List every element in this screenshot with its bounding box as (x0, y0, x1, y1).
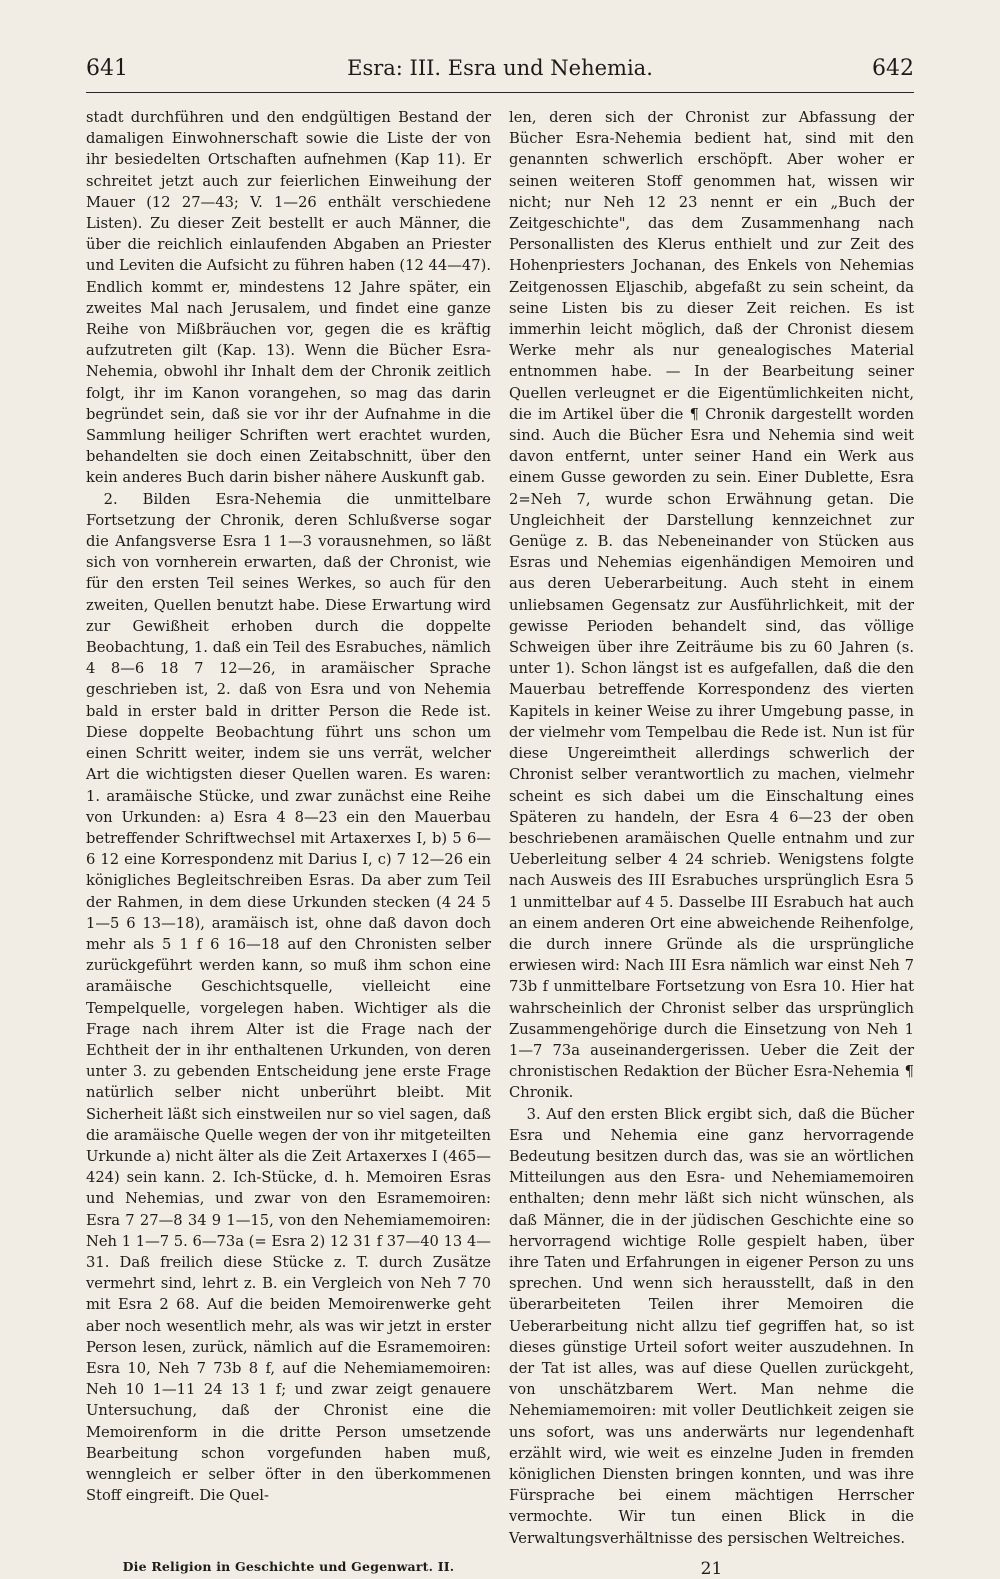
page-number-left: 641 (86, 56, 128, 81)
running-header (86, 52, 914, 93)
paragraph: len, deren sich der Chronist zur Abfassung der Bücher Esra-Nehemia bedient hat, sind mit den genannten schwerlich erschöpft. Aber woher er seinen weiteren Stoff genommen hat, wissen wir nicht; nur Neh 12 23 nennt er ein „Buch der Zeitgeschichte", das dem Zusammenhang nach Personallisten des Klerus enthielt und zur Zeit des Hohenpriesters Jochanan, des Enkels von Nehemias Zeitgenossen Eljaschib, abgefaßt zu sein scheint, da seine Listen bis zu dieser Zeit reichen. Es ist immerhin leicht möglich, daß der Chronist diesem Werke mehr als nur genealogisches Material entnommen habe. — In der Bearbeitung seiner Quellen verleugnet er die Eigentümlichkeiten nicht, die im Artikel über die ¶ Chronik dargestellt worden sind. Auch die Bücher Esra und Nehemia sind weit davon entfernt, unter seiner Hand ein Werk aus einem Gusse geworden zu sein. Einer Dublette, Esra 2=Neh 7, wurde schon Erwähnung getan. Die Ungleichheit der Darstellung kennzeichnet zur Genüge z. B. das Nebeneinander von Stücken aus Esras und Nehemias eigenhändigen Memoiren und aus deren Ueberarbeitung. Auch steht in einem unliebsamen Gegensatz zur Ausführlichkeit, mit der gewisse Perioden behandelt sind, das völlige Schweigen über ihre Zeiträume bis zu 60 Jahren (s. unter 1). Schon längst ist es aufgefallen, daß die den Mauerbau betreffende Korrespondenz des vierten Kapitels in keiner Weise zu ihrer Umgebung passe, in der vielmehr vom Tempelbau die Rede ist. Nun ist für diese Ungereimtheit allerdings schwerlich der Chronist selber verantwortlich zu machen, vielmehr scheint es sich dabei um die Einschaltung eines Späteren zu handeln, der Esra 4 6—23 der oben beschriebenen aramäischen Quelle entnahm und zur Ueberleitung selber 4 24 schrieb. Wenigstens folgte nach Ausweis des III Esrabuches ursprünglich Esra 5 1 unmittelbar auf 4 5. Dasselbe III Esrabuch hat auch an einem anderen Ort eine abweichende Reihenfolge, die durch innere Gründe als die ursprüngliche erwiesen wird: Nach III Esra nämlich war einst Neh 7 73b f unmittelbare Fortsetzung von Esra 10. Hier hat wahrscheinlich der Chronist selber das ursprünglich Zusammengehörige durch die Einsetzung von Neh 1 1—7 73a auseinandergerissen. Ueber die Zeit der chronistischen Redaktion der Bücher Esra-Nehemia ¶ Chronik. (509, 109, 914, 1102)
text-columns (86, 107, 914, 1549)
running-title: Esra: III. Esra und Nehemia. (347, 56, 653, 80)
footer-publication: Die Religion in Geschichte und Gegenwart. II. (122, 1558, 455, 1574)
paragraph: 2. Bilden Esra-Nehemia die unmittelbare Fortsetzung der Chronik, deren Schlußverse sogar die Anfangsverse Esra 1 1—3 vorausnehmen, so läßt sich von vornherein erwarten, daß der Chronist, wie für den ersten Teil seines Werkes, so auch für den zweiten, Quellen benutzt habe. Diese Erwartung wird zur Gewißheit erhoben durch die doppelte Beobachtung, 1. daß ein Teil des Esrabuches, nämlich 4 8—6 18 7 12—26, in aramäischer Sprache geschrieben ist, 2. daß von Esra und von Nehemia bald in erster bald in dritter Person die Rede ist. Diese doppelte Beobachtung führt uns schon um einen Schritt weiter, indem sie uns verrät, welcher Art die wichtigsten dieser Quellen waren. Es waren: 1. aramäische Stücke, und zwar zunächst eine Reihe von Urkunden: a) Esra 4 8—23 ein den Mauerbau betreffender Schriftwechsel mit Artaxerxes I, b) 5 6—6 12 eine Korrespondenz mit Darius I, c) 7 12—26 ein königliches Begleitschreiben Esras. Da aber zum Teil der Rahmen, in dem diese Urkunden stecken (4 24 5 1—5 6 13—18), aramäisch ist, ohne daß davon doch mehr als 5 1 f 6 16—18 auf den Chronisten selber zurückgeführt werden kann, so muß ihm schon eine aramäische Geschichtsquelle, vielleicht eine Tempelquelle, vorgelegen haben. Wichtiger als die Frage nach ihrem Alter ist die Frage nach der Echtheit der in ihr enthaltenen Urkunden, von deren unter 3. zu gebenden Entscheidung jene erste Frage natürlich selber nicht unberührt bleibt. Mit Sicherheit läßt sich einstweilen nur so viel sagen, daß die aramäische Quelle wegen der von ihr mitgeteilten Urkunde a) nicht älter als die Zeit Artaxerxes I (465—424) sein kann. 2. Ich-Stücke, d. h. Memoiren Esras und Nehemias, und zwar von den Esramemoiren: Esra 7 27—8 34 9 1—15, von den Nehemiamemoiren: Neh 1 1—7 5. 6—73a (= Esra 2) 12 31 f 37—40 13 4—31. Daß freilich diese Stücke z. T. durch Zusätze vermehrt sind, lehrt z. B. ein Vergleich von Neh 7 70 mit Esra 2 68. Auf die beiden Memoirenwerke geht aber noch wesentlich mehr, als was wir jetzt in erster Person lesen, zurück, nämlich auf die Esramemoiren: Esra 10, Neh 7 73b 8 f, auf die Nehemiamemoiren: Neh 10 1—11 24 13 1 f; und zwar zeigt genauere Untersuchung, daß der Chronist eine die Memoirenform in die dritte Person umsetzende Bearbeitung schon vorgefunden haben muß, wenngleich er selber öfter in den überkommenen Stoff eingreift. Die Quel- (86, 490, 491, 1505)
page-number-right: 642 (872, 56, 914, 81)
paragraph: stadt durchführen und den endgültigen Bestand der damaligen Einwohnerschaft sowie die Liste der von ihr besiedelten Ortschaften aufnehmen (Kap 11). Er schreitet jetzt auch zur feierlichen Einweihung der Mauer (12 27—43; V. 1—26 enthält verschiedene Listen). Zu dieser Zeit bestellt er auch Männer, die über die reichlich einlaufenden Abgaben an Priester und Leviten die Aufsicht zu führen haben (12 44—47). Endlich kommt er, mindestens 12 Jahre später, ein zweites Mal nach Jerusalem, und findet eine ganze Reihe von Mißbräuchen vor, gegen die es kräftig aufzutreten gilt (Kap. 13). Wenn die Bücher Esra-Nehemia, obwohl ihr Inhalt dem der Chronik zeitlich folgt, ihr im Kanon vorangehen, so mag das darin begründet sein, daß sie vor ihr der Aufnahme in die Sammlung heiliger Schriften wert erachtet wurden, behandelten sie doch einen Zeitabschnitt, über den kein anderes Buch darin bisher nähere Auskunft gab. (86, 109, 491, 487)
right-column (509, 107, 914, 1549)
page-footer (86, 1559, 914, 1579)
paragraph: 3. Auf den ersten Blick ergibt sich, daß die Bücher Esra und Nehemia eine ganz hervorragende Bedeutung besitzen durch das, was sie an wörtlichen Mitteilungen aus den Esra- und Nehemiamemoiren enthalten; denn mehr läßt sich nicht wünschen, als daß Männer, die in der jüdischen Geschichte eine so hervorragend wichtige Rolle gespielt haben, über ihre Taten und Erfahrungen in eigener Person zu uns sprechen. Und wenn sich herausstellt, daß in den überarbeiteten Teilen ihrer Memoiren die Ueberarbeitung nicht allzu tief gegriffen hat, so ist dieses günstige Urteil sofort weiter auszudehnen. In der Tat ist alles, was auf diese Quellen zurückgeht, von unschätzbarem Wert. Man nehme die Nehemiamemoiren: mit voller Deutlichkeit zeigen sie uns sofort, was uns anderwärts nur legendenhaft erzählt wird, wie weit es einzelne Juden in fremden königlichen Diensten bringen konnten, und was ihre Fürsprache bei einem mächtigen Herrscher vermochte. Wir tun einen Blick in die Verwaltungsverhältnisse des persischen Weltreiches. (509, 1105, 914, 1547)
signature-mark: 21 (700, 1558, 723, 1579)
left-column (86, 107, 491, 1549)
